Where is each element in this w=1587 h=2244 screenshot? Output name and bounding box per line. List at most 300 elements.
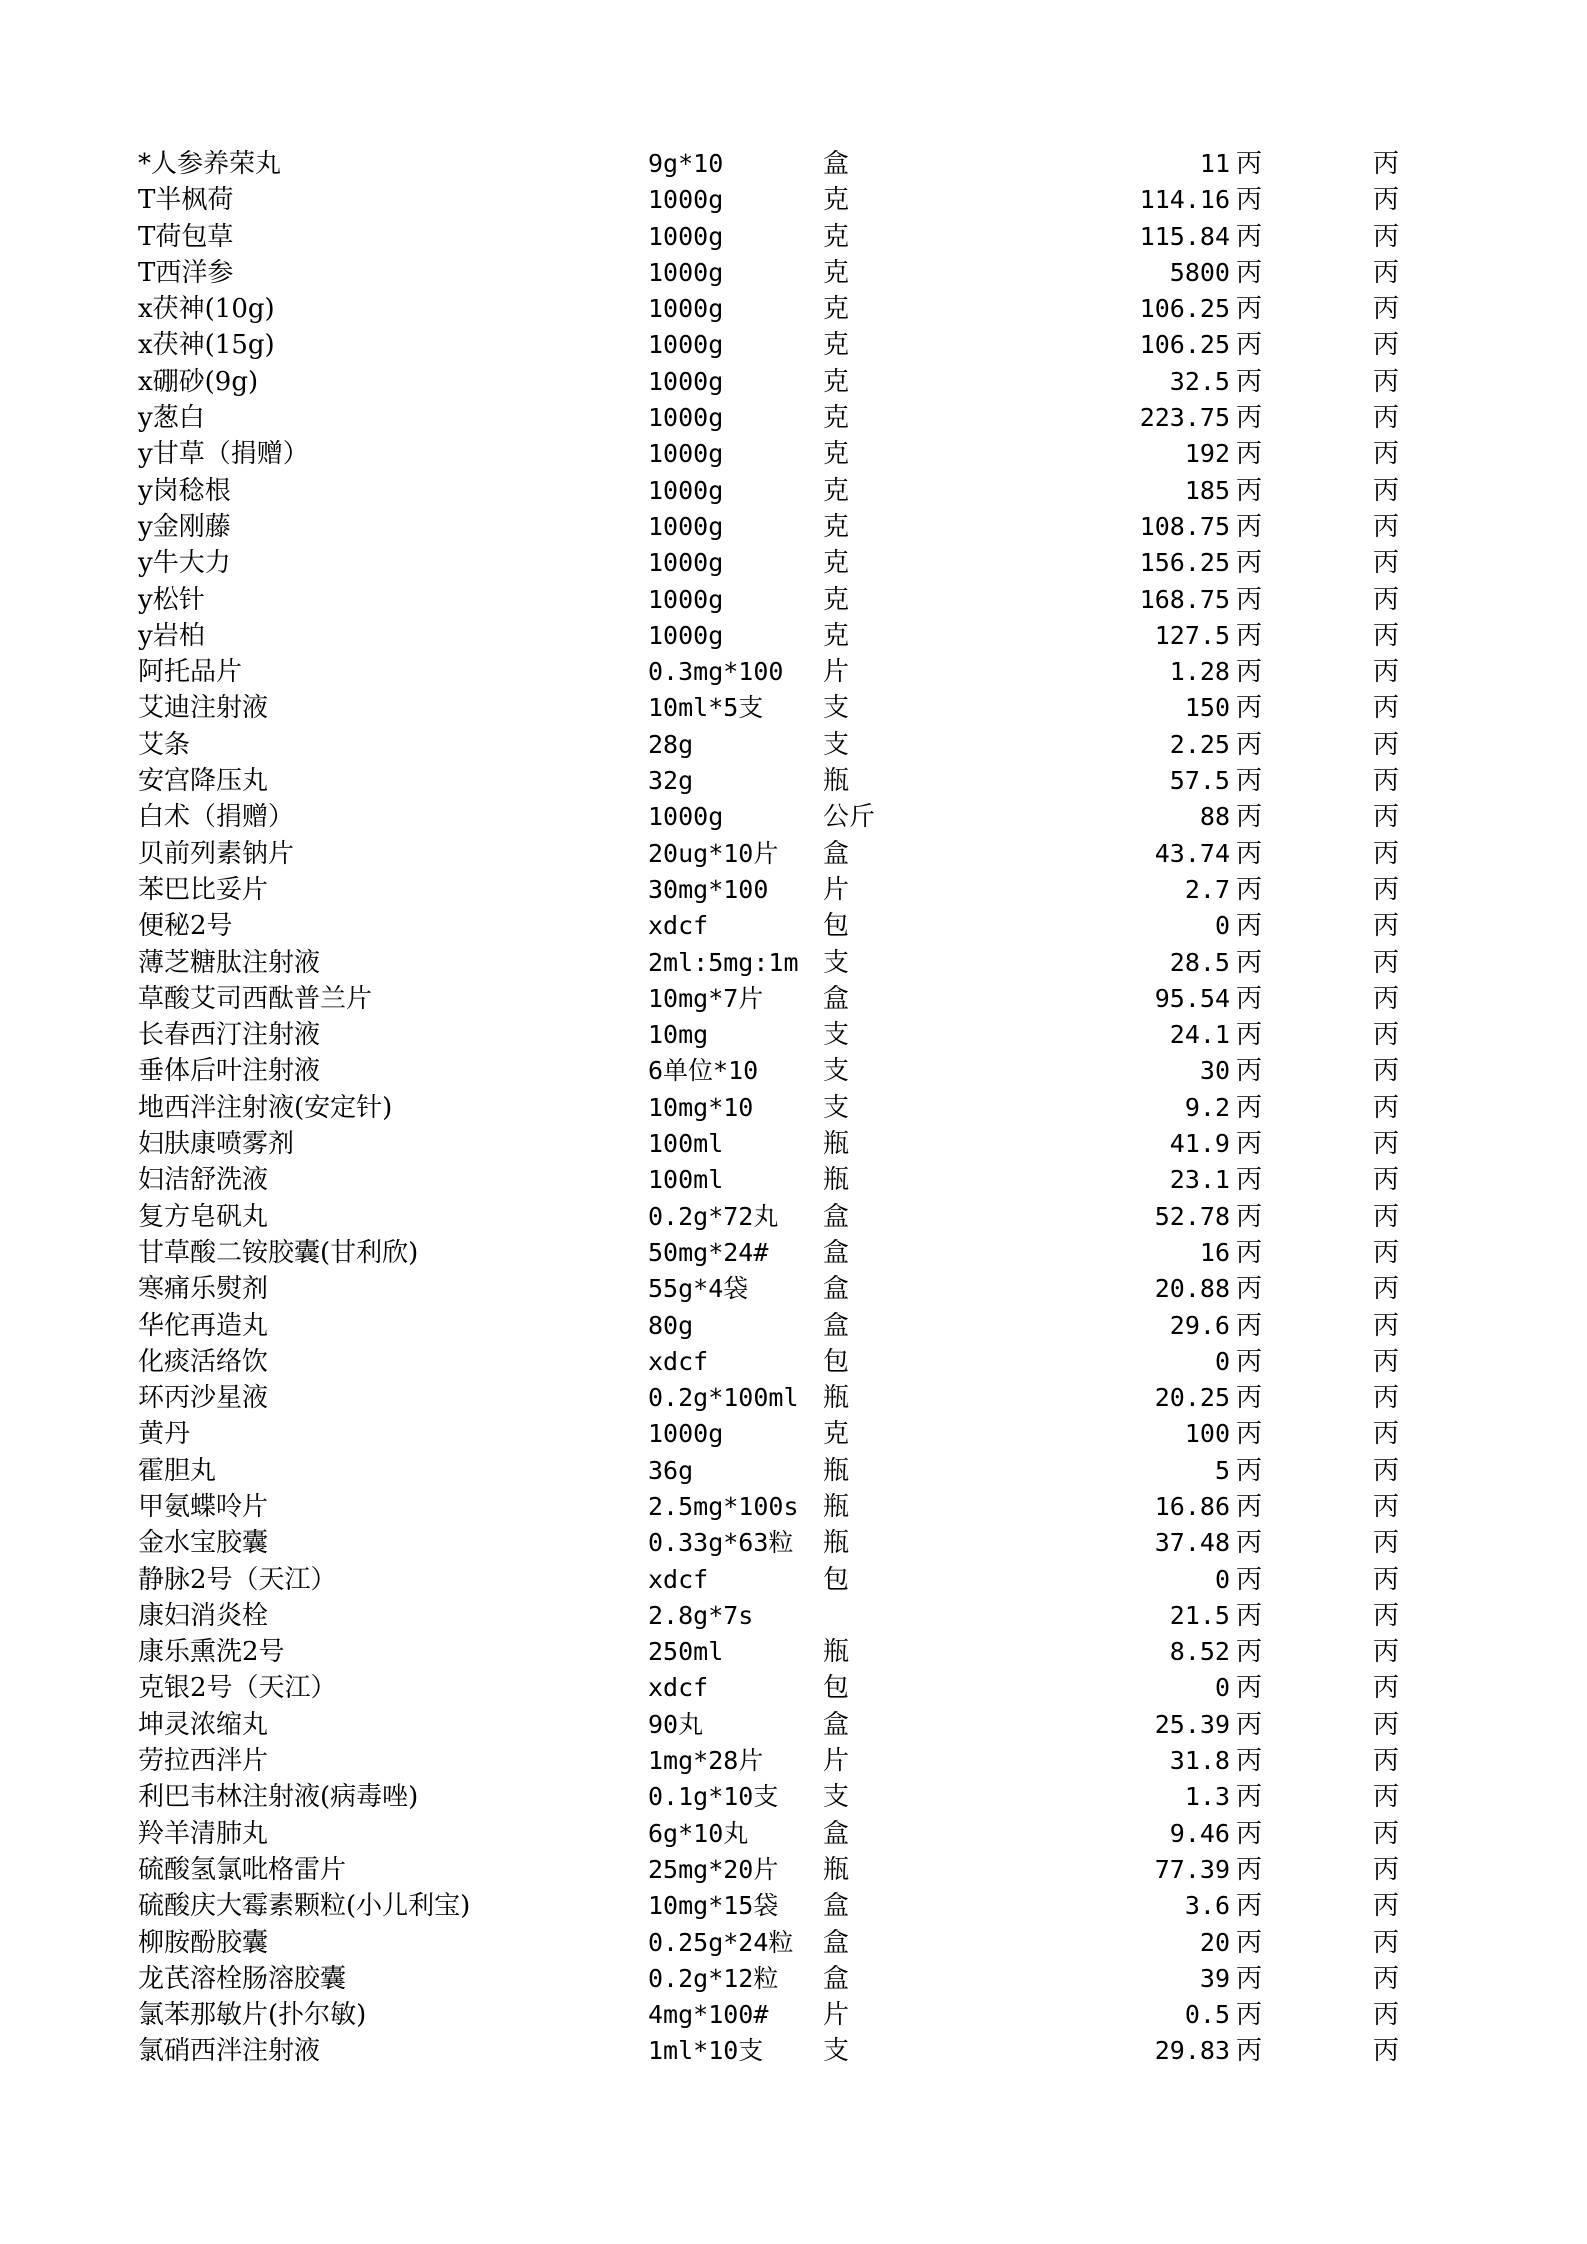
class-cell: 丙 (1236, 620, 1263, 651)
spec-cell: 0.2g*72丸 (648, 1201, 779, 1231)
class-cell: 丙 (1236, 947, 1263, 978)
unit-cell: 瓶 (823, 1455, 850, 1486)
class-cell-2: 丙 (1373, 874, 1400, 905)
unit-cell: 盒 (823, 1963, 850, 1994)
spec-cell: 1mg*28片 (648, 1746, 764, 1776)
class-cell: 丙 (1236, 548, 1263, 579)
price-cell: 115.84 (1139, 221, 1230, 251)
unit-cell: 包 (823, 1346, 850, 1377)
drug-name-cell: y松针 (138, 584, 205, 615)
class-cell: 丙 (1236, 475, 1263, 506)
spec-cell: 90丸 (648, 1709, 704, 1739)
price-cell: 16 (1199, 1237, 1230, 1267)
unit-cell: 克 (823, 185, 850, 216)
spec-cell: 32g (648, 766, 694, 796)
spec-cell: 28g (648, 729, 694, 759)
class-cell: 丙 (1236, 1600, 1263, 1631)
class-cell: 丙 (1236, 1237, 1263, 1268)
table-row (138, 1344, 1400, 1380)
unit-cell: 瓶 (823, 1637, 850, 1668)
table-row (138, 908, 1400, 944)
drug-name-cell: 甲氨蝶呤片 (138, 1491, 269, 1522)
class-cell: 丙 (1236, 766, 1263, 797)
spec-cell: 2.5mg*100s (648, 1491, 799, 1521)
table-row (138, 945, 1400, 981)
drug-name-cell: 妇洁舒洗液 (138, 1165, 269, 1196)
class-cell: 丙 (1236, 2000, 1263, 2031)
class-cell-2: 丙 (1373, 802, 1400, 833)
class-cell: 丙 (1236, 1383, 1263, 1414)
class-cell: 丙 (1236, 1963, 1263, 1994)
table-row (138, 1562, 1400, 1598)
class-cell: 丙 (1236, 1927, 1263, 1958)
price-cell: 20.88 (1154, 1274, 1230, 1304)
class-cell: 丙 (1236, 693, 1263, 724)
spec-cell: 80g (648, 1310, 694, 1340)
spec-cell: 1000g (648, 620, 724, 650)
table-row (138, 836, 1400, 872)
table-row (138, 1053, 1400, 1089)
price-cell: 185 (1184, 475, 1230, 505)
class-cell: 丙 (1236, 1818, 1263, 1849)
class-cell: 丙 (1236, 185, 1263, 216)
table-row (138, 1707, 1400, 1743)
spec-cell: 10mg*10 (648, 1092, 754, 1122)
drug-name-cell: 康妇消炎栓 (138, 1600, 269, 1631)
price-cell: 9.46 (1169, 1818, 1230, 1848)
class-cell-2: 丙 (1373, 1274, 1400, 1305)
drug-name-cell: y牛大力 (138, 548, 231, 579)
class-cell: 丙 (1236, 1891, 1263, 1922)
price-cell: 108.75 (1139, 511, 1230, 541)
unit-cell: 片 (823, 874, 850, 905)
table-row (138, 1416, 1400, 1452)
spec-cell: 2ml:5mg:1m (648, 947, 799, 977)
spec-cell: 1000g (648, 221, 724, 251)
drug-name-cell: 康乐熏洗2号 (138, 1637, 285, 1668)
table-row (138, 1743, 1400, 1779)
drug-name-cell: x茯神(15g) (138, 330, 275, 361)
spec-cell: 1000g (648, 1419, 724, 1449)
class-cell-2: 丙 (1373, 1237, 1400, 1268)
class-cell: 丙 (1236, 1564, 1263, 1595)
unit-cell: 瓶 (823, 766, 850, 797)
price-cell: 168.75 (1139, 584, 1230, 614)
spec-cell: 36g (648, 1455, 694, 1485)
class-cell-2: 丙 (1373, 548, 1400, 579)
spec-cell: 1000g (648, 330, 724, 360)
class-cell-2: 丙 (1373, 1927, 1400, 1958)
class-cell-2: 丙 (1373, 657, 1400, 688)
class-cell-2: 丙 (1373, 257, 1400, 288)
price-cell: 3.6 (1184, 1891, 1230, 1921)
class-cell-2: 丙 (1373, 1419, 1400, 1450)
unit-cell: 支 (823, 1056, 850, 1087)
unit-cell: 盒 (823, 1818, 850, 1849)
spec-cell: 55g*4袋 (648, 1274, 749, 1304)
drug-name-cell: 便秘2号 (138, 911, 233, 942)
unit-cell: 克 (823, 257, 850, 288)
class-cell-2: 丙 (1373, 1600, 1400, 1631)
spec-cell: 1000g (648, 584, 724, 614)
price-cell: 30 (1199, 1056, 1230, 1086)
price-cell: 106.25 (1139, 330, 1230, 360)
price-cell: 100 (1184, 1419, 1230, 1449)
unit-cell: 瓶 (823, 1528, 850, 1559)
price-cell: 31.8 (1169, 1746, 1230, 1776)
price-cell: 95.54 (1154, 983, 1230, 1013)
class-cell-2: 丙 (1373, 185, 1400, 216)
unit-cell: 克 (823, 439, 850, 470)
class-cell: 丙 (1236, 439, 1263, 470)
unit-cell: 瓶 (823, 1383, 850, 1414)
class-cell-2: 丙 (1373, 1782, 1400, 1813)
class-cell: 丙 (1236, 584, 1263, 615)
price-cell: 0 (1214, 1346, 1230, 1376)
spec-cell: 1000g (648, 257, 724, 287)
class-cell: 丙 (1236, 1310, 1263, 1341)
unit-cell: 支 (823, 729, 850, 760)
drug-name-cell: y岗稔根 (138, 475, 231, 506)
class-cell: 丙 (1236, 1746, 1263, 1777)
class-cell-2: 丙 (1373, 1383, 1400, 1414)
spec-cell: 30mg*100 (648, 874, 769, 904)
table-row (138, 582, 1400, 618)
unit-cell: 瓶 (823, 1165, 850, 1196)
drug-name-cell: y岩柏 (138, 620, 205, 651)
unit-cell: 盒 (823, 1237, 850, 1268)
class-cell-2: 丙 (1373, 1673, 1400, 1704)
class-cell: 丙 (1236, 1346, 1263, 1377)
class-cell-2: 丙 (1373, 1092, 1400, 1123)
table-row (138, 1961, 1400, 1997)
drug-name-cell: x硼砂(9g) (138, 366, 259, 397)
unit-cell: 盒 (823, 1709, 850, 1740)
unit-cell: 支 (823, 693, 850, 724)
table-row (138, 1017, 1400, 1053)
price-cell: 39 (1199, 1963, 1230, 1993)
class-cell: 丙 (1236, 294, 1263, 325)
spec-cell: 0.25g*24粒 (648, 1927, 794, 1957)
table-row (138, 690, 1400, 726)
class-cell: 丙 (1236, 1419, 1263, 1450)
drug-name-cell: 霍胆丸 (138, 1455, 217, 1486)
spec-cell: 10ml*5支 (648, 693, 764, 723)
price-cell: 11 (1199, 149, 1230, 178)
drug-name-cell: 环丙沙星液 (138, 1383, 269, 1414)
price-cell: 23.1 (1169, 1165, 1230, 1195)
drug-name-cell: 地西泮注射液(安定针) (138, 1092, 393, 1123)
spec-cell: 9g*10 (648, 149, 724, 178)
class-cell: 丙 (1236, 657, 1263, 688)
price-cell: 57.5 (1169, 766, 1230, 796)
table-row (138, 1852, 1400, 1888)
table-row (138, 364, 1400, 400)
spec-cell: 1000g (648, 802, 724, 832)
spec-cell: 1000g (648, 511, 724, 541)
table-row (138, 146, 1400, 182)
price-cell: 43.74 (1154, 838, 1230, 868)
class-cell: 丙 (1236, 1129, 1263, 1160)
class-cell-2: 丙 (1373, 693, 1400, 724)
price-cell: 0.5 (1184, 2000, 1230, 2030)
drug-name-cell: 氯硝西泮注射液 (138, 2036, 321, 2067)
price-cell: 8.52 (1169, 1637, 1230, 1667)
class-cell-2: 丙 (1373, 766, 1400, 797)
table-row (138, 2033, 1400, 2069)
price-cell: 32.5 (1169, 366, 1230, 396)
table-row (138, 255, 1400, 291)
table-row (138, 1489, 1400, 1525)
table-row (138, 1380, 1400, 1416)
price-cell: 223.75 (1139, 403, 1230, 433)
class-cell-2: 丙 (1373, 475, 1400, 506)
table-row (138, 1925, 1400, 1961)
unit-cell: 支 (823, 2036, 850, 2067)
unit-cell: 片 (823, 1746, 850, 1777)
class-cell: 丙 (1236, 2036, 1263, 2067)
class-cell: 丙 (1236, 221, 1263, 252)
drug-name-cell: T荷包草 (138, 221, 234, 252)
table-row (138, 1779, 1400, 1815)
drug-name-cell: 克银2号（天江） (138, 1673, 337, 1704)
price-cell: 29.83 (1154, 2036, 1230, 2066)
table-row (138, 1888, 1400, 1924)
class-cell: 丙 (1236, 983, 1263, 1014)
spec-cell: 1000g (648, 366, 724, 396)
unit-cell: 瓶 (823, 1491, 850, 1522)
spec-cell: 100ml (648, 1129, 724, 1159)
class-cell-2: 丙 (1373, 1818, 1400, 1849)
unit-cell: 盒 (823, 983, 850, 1014)
class-cell: 丙 (1236, 330, 1263, 361)
price-cell: 25.39 (1154, 1709, 1230, 1739)
class-cell: 丙 (1236, 1854, 1263, 1885)
class-cell-2: 丙 (1373, 1854, 1400, 1885)
class-cell-2: 丙 (1373, 1165, 1400, 1196)
price-cell: 2.25 (1169, 729, 1230, 759)
spec-cell: 250ml (648, 1637, 724, 1667)
drug-name-cell: 羚羊清肺丸 (138, 1818, 269, 1849)
class-cell-2: 丙 (1373, 838, 1400, 869)
table-row (138, 219, 1400, 255)
class-cell: 丙 (1236, 1092, 1263, 1123)
table-row (138, 1271, 1400, 1307)
unit-cell: 包 (823, 1673, 850, 1704)
class-cell-2: 丙 (1373, 294, 1400, 325)
class-cell: 丙 (1236, 1165, 1263, 1196)
price-cell: 16.86 (1154, 1491, 1230, 1521)
spec-cell: xdcf (648, 1346, 709, 1376)
unit-cell: 克 (823, 403, 850, 434)
spec-cell: 0.33g*63粒 (648, 1528, 794, 1558)
unit-cell: 盒 (823, 149, 850, 179)
drug-name-cell: 柳胺酚胶囊 (138, 1927, 269, 1958)
drug-name-cell: 氯苯那敏片(扑尔敏) (138, 2000, 367, 2031)
class-cell-2: 丙 (1373, 1637, 1400, 1668)
drug-name-cell: 坤灵浓缩丸 (138, 1709, 269, 1740)
spec-cell: 1000g (648, 548, 724, 578)
unit-cell: 盒 (823, 1201, 850, 1232)
price-cell: 114.16 (1139, 185, 1230, 215)
class-cell: 丙 (1236, 366, 1263, 397)
table-row (138, 799, 1400, 835)
class-cell: 丙 (1236, 149, 1263, 179)
unit-cell: 克 (823, 548, 850, 579)
drug-name-cell: 艾条 (138, 729, 191, 760)
drug-name-cell: 利巴韦林注射液(病毒唑) (138, 1782, 419, 1813)
unit-cell: 克 (823, 366, 850, 397)
spec-cell: 4mg*100# (648, 2000, 769, 2030)
class-cell: 丙 (1236, 1201, 1263, 1232)
unit-cell: 盒 (823, 1310, 850, 1341)
drug-name-cell: 华佗再造丸 (138, 1310, 269, 1341)
drug-name-cell: y葱白 (138, 403, 205, 434)
drug-name-cell: 白术（捐赠） (138, 802, 295, 833)
spec-cell: 2.8g*7s (648, 1600, 754, 1630)
class-cell-2: 丙 (1373, 1709, 1400, 1740)
drug-name-cell: 垂体后叶注射液 (138, 1056, 321, 1087)
table-row (138, 1090, 1400, 1126)
spec-cell: 1000g (648, 403, 724, 433)
table-row (138, 545, 1400, 581)
table-row (138, 1162, 1400, 1198)
spec-cell: 1000g (648, 475, 724, 505)
spec-cell: 100ml (648, 1165, 724, 1195)
class-cell-2: 丙 (1373, 1455, 1400, 1486)
unit-cell: 克 (823, 511, 850, 542)
price-cell: 2.7 (1184, 874, 1230, 904)
drug-name-cell: 硫酸氢氯吡格雷片 (138, 1854, 347, 1885)
drug-name-cell: T半枫荷 (138, 185, 234, 216)
drug-name-cell: 长春西汀注射液 (138, 1020, 321, 1051)
class-cell-2: 丙 (1373, 983, 1400, 1014)
drug-name-cell: 甘草酸二铵胶囊(甘利欣) (138, 1237, 419, 1268)
price-cell: 77.39 (1154, 1854, 1230, 1884)
unit-cell: 盒 (823, 1274, 850, 1305)
price-cell: 88 (1199, 802, 1230, 832)
drug-name-cell: 龙芪溶栓肠溶胶囊 (138, 1963, 347, 1994)
spec-cell: 20ug*10片 (648, 838, 779, 868)
price-cell: 37.48 (1154, 1528, 1230, 1558)
table-row (138, 763, 1400, 799)
drug-name-cell: 黄丹 (138, 1419, 191, 1450)
unit-cell: 包 (823, 1564, 850, 1595)
table-row (138, 436, 1400, 472)
table-row (138, 1235, 1400, 1271)
class-cell-2: 丙 (1373, 1129, 1400, 1160)
drug-name-cell: 化痰活络饮 (138, 1346, 269, 1377)
price-cell: 156.25 (1139, 548, 1230, 578)
drug-name-cell: 苯巴比妥片 (138, 874, 269, 905)
drug-name-cell: 草酸艾司西酞普兰片 (138, 983, 373, 1014)
class-cell-2: 丙 (1373, 1963, 1400, 1994)
drug-name-cell: 金水宝胶囊 (138, 1528, 269, 1559)
price-cell: 28.5 (1169, 947, 1230, 977)
class-cell: 丙 (1236, 729, 1263, 760)
class-cell: 丙 (1236, 911, 1263, 942)
price-cell: 0 (1214, 1673, 1230, 1703)
class-cell-2: 丙 (1373, 1201, 1400, 1232)
unit-cell: 克 (823, 294, 850, 325)
class-cell-2: 丙 (1373, 366, 1400, 397)
drug-name-cell: 阿托品片 (138, 657, 243, 688)
price-cell: 21.5 (1169, 1600, 1230, 1630)
unit-cell: 盒 (823, 1927, 850, 1958)
price-cell: 106.25 (1139, 294, 1230, 324)
price-cell: 52.78 (1154, 1201, 1230, 1231)
class-cell: 丙 (1236, 511, 1263, 542)
drug-name-cell: x茯神(10g) (138, 294, 275, 325)
drug-name-cell: 静脉2号（天江） (138, 1564, 337, 1595)
class-cell-2: 丙 (1373, 1310, 1400, 1341)
drug-name-cell: 艾迪注射液 (138, 693, 269, 724)
class-cell-2: 丙 (1373, 221, 1400, 252)
table-row (138, 727, 1400, 763)
spec-cell: 0.2g*12粒 (648, 1963, 779, 1993)
drug-name-cell: 寒痛乐熨剂 (138, 1274, 269, 1305)
table-row (138, 327, 1400, 363)
table-row (138, 1126, 1400, 1162)
unit-cell: 盒 (823, 1891, 850, 1922)
spec-cell: 0.3mg*100 (648, 657, 784, 687)
unit-cell: 克 (823, 475, 850, 506)
class-cell-2: 丙 (1373, 729, 1400, 760)
class-cell-2: 丙 (1373, 403, 1400, 434)
price-cell: 0 (1214, 911, 1230, 941)
spec-cell: 50mg*24# (648, 1237, 769, 1267)
class-cell-2: 丙 (1373, 911, 1400, 942)
price-cell: 192 (1184, 439, 1230, 469)
drug-name-cell: y金刚藤 (138, 511, 231, 542)
drug-name-cell: y甘草（捐赠） (138, 439, 309, 470)
table-row (138, 1598, 1400, 1634)
class-cell: 丙 (1236, 802, 1263, 833)
unit-cell: 克 (823, 221, 850, 252)
drug-name-cell: 贝前列素钠片 (138, 838, 295, 869)
class-cell-2: 丙 (1373, 2036, 1400, 2067)
unit-cell: 支 (823, 1020, 850, 1051)
class-cell-2: 丙 (1373, 1564, 1400, 1595)
unit-cell: 克 (823, 620, 850, 651)
price-cell: 1.3 (1184, 1782, 1230, 1812)
class-cell: 丙 (1236, 1782, 1263, 1813)
class-cell: 丙 (1236, 1274, 1263, 1305)
drug-name-cell: 硫酸庆大霉素颗粒(小儿利宝) (138, 1891, 471, 1922)
spec-cell: 10mg (648, 1020, 709, 1050)
price-cell: 0 (1214, 1564, 1230, 1594)
class-cell-2: 丙 (1373, 620, 1400, 651)
class-cell: 丙 (1236, 1709, 1263, 1740)
table-row (138, 182, 1400, 218)
spec-cell: 1000g (648, 439, 724, 469)
unit-cell: 公斤 (823, 802, 876, 833)
spec-cell: 25mg*20片 (648, 1854, 779, 1884)
spec-cell: 0.2g*100ml (648, 1383, 799, 1413)
unit-cell: 包 (823, 911, 850, 942)
spec-cell: 1000g (648, 185, 724, 215)
spec-cell: 1000g (648, 294, 724, 324)
drug-name-cell: 妇肤康喷雾剂 (138, 1129, 295, 1160)
drug-price-table (138, 146, 1400, 2070)
unit-cell: 支 (823, 1092, 850, 1123)
spec-cell: 10mg*15袋 (648, 1891, 779, 1921)
unit-cell: 支 (823, 947, 850, 978)
class-cell: 丙 (1236, 257, 1263, 288)
price-cell: 5800 (1169, 257, 1230, 287)
class-cell-2: 丙 (1373, 1056, 1400, 1087)
drug-name-cell: 劳拉西泮片 (138, 1746, 269, 1777)
